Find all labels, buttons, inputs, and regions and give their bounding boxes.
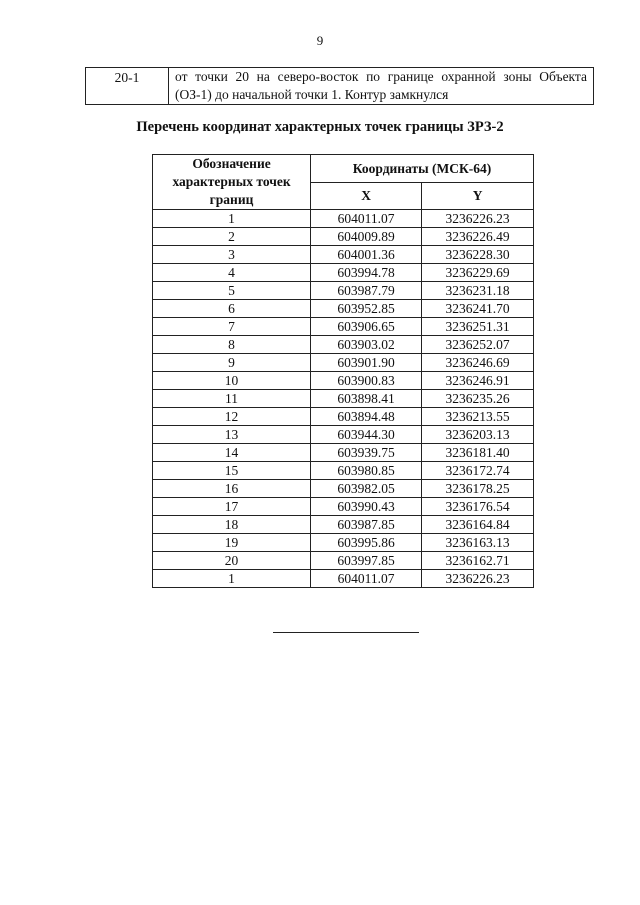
x-cell: 604011.07 bbox=[311, 570, 422, 588]
point-cell: 19 bbox=[153, 534, 311, 552]
table-row bbox=[153, 300, 534, 318]
point-cell: 15 bbox=[153, 462, 311, 480]
x-cell: 603987.85 bbox=[311, 516, 422, 534]
x-column-header: X bbox=[311, 182, 422, 210]
x-cell: 603939.75 bbox=[311, 444, 422, 462]
point-label-header: Обозначение характерных точек границ bbox=[153, 155, 311, 210]
y-cell: 3236229.69 bbox=[422, 264, 534, 282]
y-cell: 3236246.91 bbox=[422, 372, 534, 390]
y-cell: 3236226.23 bbox=[422, 210, 534, 228]
y-cell: 3236251.31 bbox=[422, 318, 534, 336]
x-cell: 603990.43 bbox=[311, 498, 422, 516]
segment-description: от точки 20 на северо-восток по границе охранной зоны Объекта (ОЗ-1) до начальной точки 1. Контур замкнулся bbox=[169, 68, 594, 105]
x-cell: 603997.85 bbox=[311, 552, 422, 570]
coordinates-header: Координаты (МСК-64) bbox=[311, 155, 534, 183]
x-cell: 603987.79 bbox=[311, 282, 422, 300]
point-cell: 14 bbox=[153, 444, 311, 462]
y-cell: 3236203.13 bbox=[422, 426, 534, 444]
x-cell: 603900.83 bbox=[311, 372, 422, 390]
point-cell: 12 bbox=[153, 408, 311, 426]
y-cell: 3236176.54 bbox=[422, 498, 534, 516]
table-row bbox=[86, 68, 594, 105]
y-cell: 3236213.55 bbox=[422, 408, 534, 426]
point-cell: 10 bbox=[153, 372, 311, 390]
x-cell: 603995.86 bbox=[311, 534, 422, 552]
table-row bbox=[153, 318, 534, 336]
table-row bbox=[153, 552, 534, 570]
boundary-description-table bbox=[85, 67, 594, 105]
point-cell: 11 bbox=[153, 390, 311, 408]
x-cell: 603952.85 bbox=[311, 300, 422, 318]
table-row bbox=[153, 444, 534, 462]
table-row bbox=[153, 210, 534, 228]
x-cell: 603898.41 bbox=[311, 390, 422, 408]
point-cell: 5 bbox=[153, 282, 311, 300]
point-cell: 2 bbox=[153, 228, 311, 246]
segment-code: 20-1 bbox=[86, 68, 169, 105]
x-cell: 603994.78 bbox=[311, 264, 422, 282]
y-cell: 3236226.23 bbox=[422, 570, 534, 588]
y-cell: 3236162.71 bbox=[422, 552, 534, 570]
table-row bbox=[153, 408, 534, 426]
point-cell: 1 bbox=[153, 570, 311, 588]
point-cell: 13 bbox=[153, 426, 311, 444]
x-cell: 604001.36 bbox=[311, 246, 422, 264]
point-cell: 20 bbox=[153, 552, 311, 570]
table-row bbox=[153, 534, 534, 552]
y-cell: 3236235.26 bbox=[422, 390, 534, 408]
point-cell: 3 bbox=[153, 246, 311, 264]
point-cell: 16 bbox=[153, 480, 311, 498]
table-row bbox=[153, 480, 534, 498]
y-cell: 3236226.49 bbox=[422, 228, 534, 246]
table-row bbox=[153, 354, 534, 372]
x-cell: 603903.02 bbox=[311, 336, 422, 354]
x-cell: 604009.89 bbox=[311, 228, 422, 246]
x-cell: 603982.05 bbox=[311, 480, 422, 498]
table-row bbox=[153, 390, 534, 408]
y-cell: 3236181.40 bbox=[422, 444, 534, 462]
y-cell: 3236178.25 bbox=[422, 480, 534, 498]
table-row bbox=[153, 282, 534, 300]
footer-divider bbox=[273, 632, 419, 633]
point-cell: 18 bbox=[153, 516, 311, 534]
point-cell: 8 bbox=[153, 336, 311, 354]
table-row bbox=[153, 498, 534, 516]
x-cell: 603906.65 bbox=[311, 318, 422, 336]
y-cell: 3236163.13 bbox=[422, 534, 534, 552]
y-cell: 3236241.70 bbox=[422, 300, 534, 318]
coordinates-table-body bbox=[153, 210, 534, 588]
point-cell: 17 bbox=[153, 498, 311, 516]
table-row bbox=[153, 426, 534, 444]
table-row bbox=[153, 336, 534, 354]
y-cell: 3236164.84 bbox=[422, 516, 534, 534]
point-cell: 7 bbox=[153, 318, 311, 336]
y-cell: 3236252.07 bbox=[422, 336, 534, 354]
point-cell: 6 bbox=[153, 300, 311, 318]
point-cell: 4 bbox=[153, 264, 311, 282]
x-cell: 603894.48 bbox=[311, 408, 422, 426]
table-row bbox=[153, 570, 534, 588]
y-cell: 3236231.18 bbox=[422, 282, 534, 300]
section-heading: Перечень координат характерных точек границы ЗРЗ-2 bbox=[136, 119, 504, 135]
table-header-row bbox=[153, 155, 534, 183]
y-cell: 3236228.30 bbox=[422, 246, 534, 264]
table-row bbox=[153, 246, 534, 264]
x-cell: 603980.85 bbox=[311, 462, 422, 480]
point-cell: 1 bbox=[153, 210, 311, 228]
x-cell: 603944.30 bbox=[311, 426, 422, 444]
point-cell: 9 bbox=[153, 354, 311, 372]
table-row bbox=[153, 462, 534, 480]
coordinates-table bbox=[152, 154, 534, 588]
table-row bbox=[153, 264, 534, 282]
y-cell: 3236172.74 bbox=[422, 462, 534, 480]
table-row bbox=[153, 516, 534, 534]
page-number: 9 bbox=[316, 33, 324, 48]
y-column-header: Y bbox=[422, 182, 534, 210]
table-row bbox=[153, 372, 534, 390]
table-row bbox=[153, 228, 534, 246]
x-cell: 604011.07 bbox=[311, 210, 422, 228]
x-cell: 603901.90 bbox=[311, 354, 422, 372]
y-cell: 3236246.69 bbox=[422, 354, 534, 372]
